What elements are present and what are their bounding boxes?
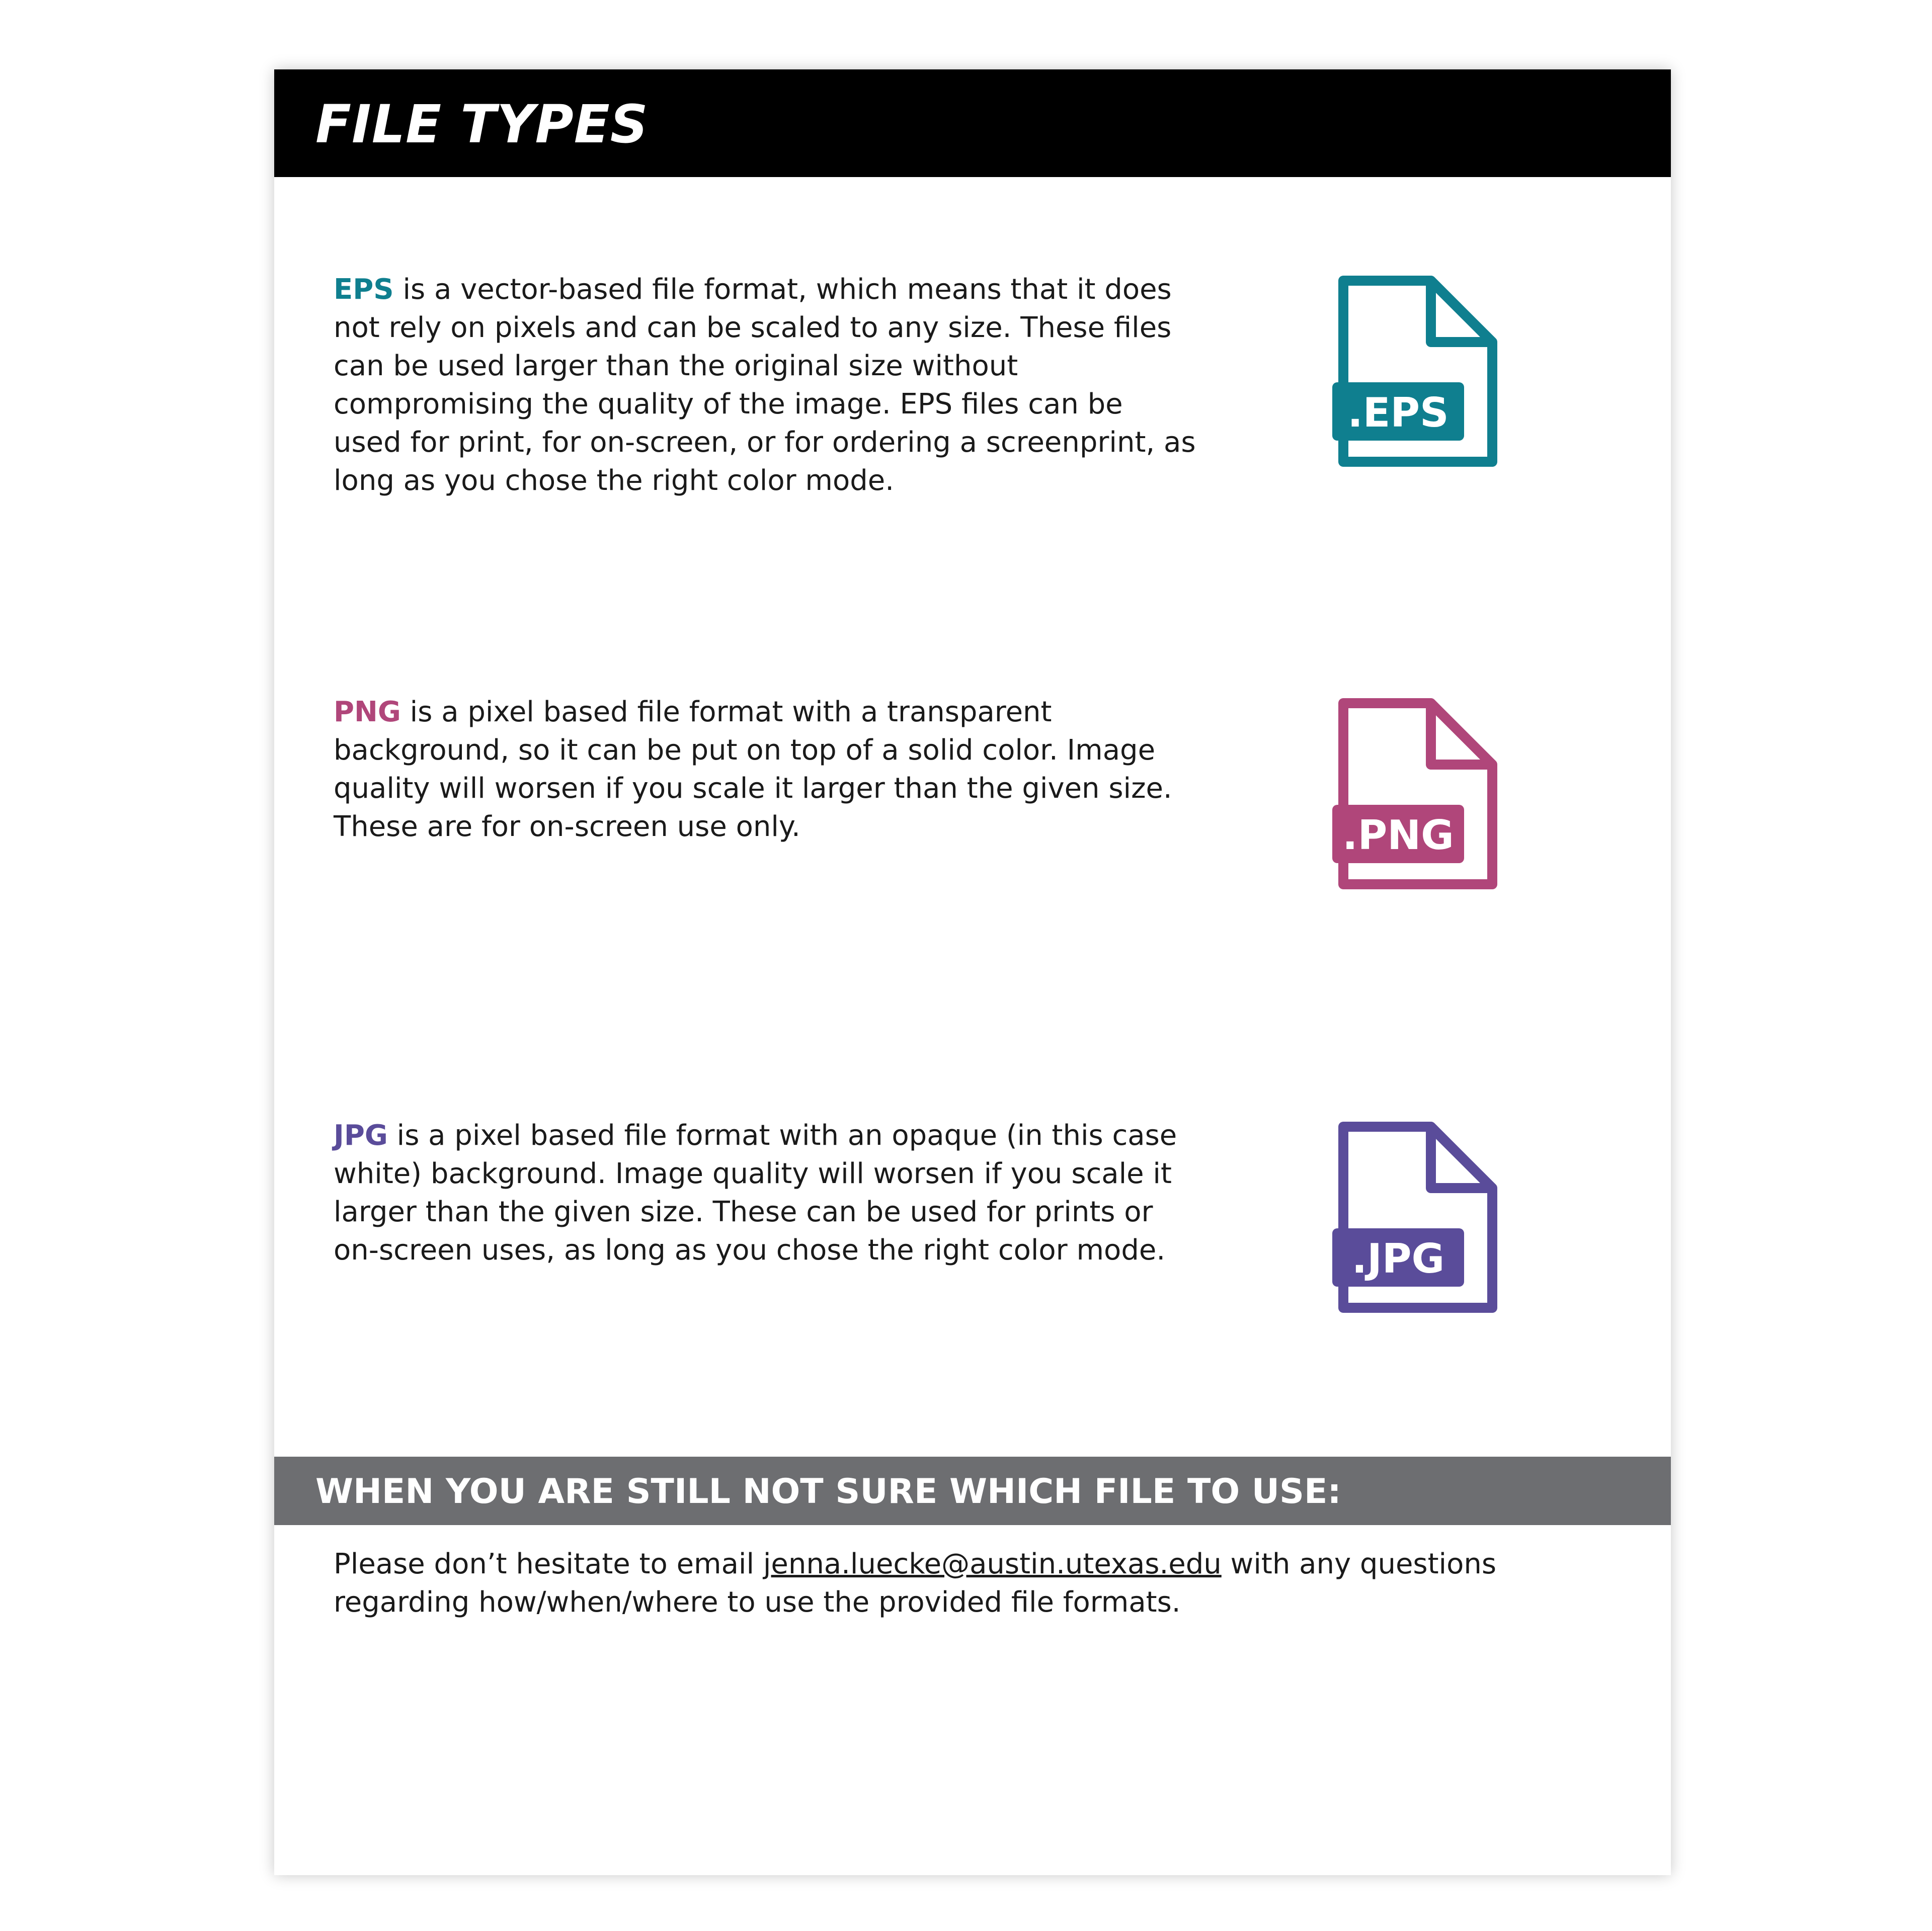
png-icon-label: .PNG xyxy=(1342,812,1454,859)
eps-section xyxy=(334,271,1199,500)
png-file-icon xyxy=(1332,697,1503,893)
document-page xyxy=(274,69,1671,1875)
eps-description xyxy=(334,271,1199,500)
jpg-section xyxy=(334,1117,1199,1270)
page-title: FILE TYPES xyxy=(315,94,649,155)
eps-icon-label: .EPS xyxy=(1347,389,1449,436)
eps-format-name: EPS xyxy=(334,273,394,306)
header-bar xyxy=(274,69,1671,177)
png-description xyxy=(334,693,1199,846)
jpg-file-icon xyxy=(1332,1121,1503,1317)
png-format-name: PNG xyxy=(334,696,401,728)
jpg-description xyxy=(334,1117,1199,1270)
eps-file-icon xyxy=(1332,275,1503,471)
help-text-after: with any questions regarding how/when/where to use the provided file formats. xyxy=(334,1548,1497,1619)
jpg-icon-label: .JPG xyxy=(1351,1235,1445,1282)
png-description-text: is a pixel based file format with a transparent background, so it can be put on top of a solid color. Image quality will worsen if you scale it larger than the given size. These are for on-screen use only. xyxy=(334,696,1172,843)
jpg-format-name: JPG xyxy=(334,1119,388,1152)
help-text xyxy=(334,1545,1622,1622)
png-section xyxy=(334,693,1199,846)
jpg-description-text: is a pixel based file format with an opaque (in this case white) background. Image quality will worsen if you scale it larger than the given size. These can be used for prints or on-screen uses, as long as you chose the right color mode. xyxy=(334,1119,1177,1267)
help-title: WHEN YOU ARE STILL NOT SURE WHICH FILE TO USE: xyxy=(315,1472,1341,1512)
help-text-before: Please don’t hesitate to email xyxy=(334,1548,763,1580)
help-bar xyxy=(274,1457,1671,1525)
email-link[interactable]: jenna.luecke@austin.utexas.edu xyxy=(763,1548,1222,1580)
eps-description-text: is a vector-based file format, which means that it does not rely on pixels and can be scaled to any size. These files can be used larger than the original size without compromising the quality of the image. EPS files can be used for print, for on-screen, or for ordering a screenprint, as long as you chose the right color mode. xyxy=(334,273,1196,497)
